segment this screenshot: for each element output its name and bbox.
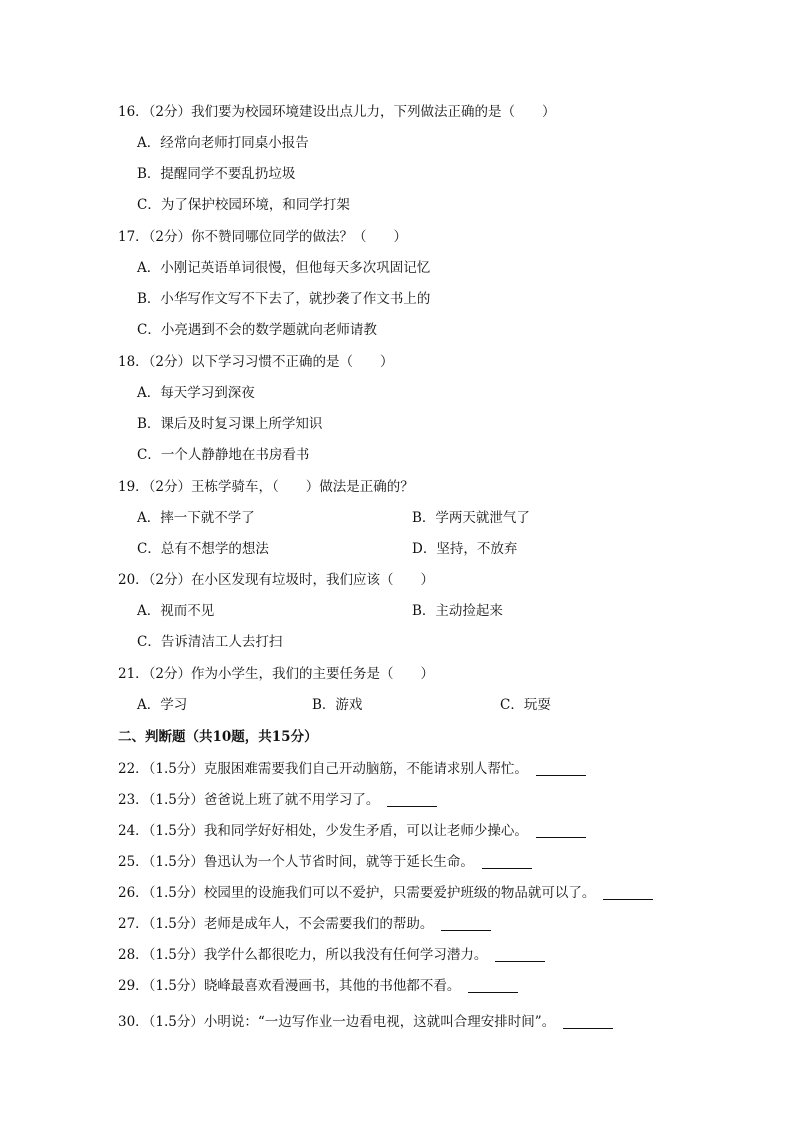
tf-question-26: 26．（1.5分）校园里的设施我们可以不爱护，只需要爱护班级的物品就可以了。 (118, 883, 653, 903)
q19-option-b: B．学两天就泄气了 (412, 510, 530, 526)
q21-option-b: B．游戏 (312, 697, 363, 713)
q20-option-c: C．告诉清洁工人去打扫 (137, 634, 283, 650)
answer-blank[interactable] (563, 1014, 613, 1029)
answer-blank[interactable] (441, 916, 491, 931)
answer-blank[interactable] (468, 978, 518, 993)
question-20: 20．（2分）在小区发现有垃圾时，我们应该（ ） (118, 572, 435, 588)
answer-blank[interactable] (495, 947, 545, 962)
answer-blank[interactable] (536, 823, 586, 838)
question-17: 17．（2分）你不赞同哪位同学的做法？（ ） (118, 229, 408, 245)
section-title-true-false: 二、判断题（共10题，共15分） (118, 729, 318, 745)
tf-question-25: 25．（1.5分）鲁迅认为一个人节省时间，就等于延长生命。 (118, 852, 532, 872)
q21-option-c: C．玩耍 (500, 697, 551, 713)
question-18: 18．（2分）以下学习习惯不正确的是（ ） (118, 354, 394, 370)
answer-blank[interactable] (482, 854, 532, 869)
q18-option-c: C．一个人静静地在书房看书 (137, 447, 310, 463)
tf-question-29: 29．（1.5分）晓峰最喜欢看漫画书，其他的书他都不看。 (118, 976, 518, 996)
q20-option-b: B．主动捡起来 (412, 603, 503, 619)
tf-question-23: 23．（1.5分）爸爸说上班了就不用学习了。 (118, 790, 437, 810)
q17-option-a: A．小刚记英语单词很慢，但他每天多次巩固记忆 (137, 260, 431, 276)
q17-option-c: C．小亮遇到不会的数学题就向老师请教 (137, 322, 377, 338)
question-16: 16．（2分）我们要为校园环境建设出点儿力，下列做法正确的是（ ） (118, 104, 556, 120)
q21-option-a: A．学习 (137, 697, 188, 713)
q17-option-b: B．小华写作文写不下去了，就抄袭了作文书上的 (137, 291, 431, 307)
q20-option-a: A．视而不见 (137, 603, 215, 619)
tf-question-22: 22．（1.5分）克服困难需要我们自己开动脑筋，不能请求别人帮忙。 (118, 759, 586, 779)
tf-question-28: 28．（1.5分）我学什么都很吃力，所以我没有任何学习潜力。 (118, 945, 545, 965)
tf-question-24: 24．（1.5分）我和同学好好相处，少发生矛盾，可以让老师少操心。 (118, 821, 586, 841)
answer-blank[interactable] (536, 761, 586, 776)
answer-blank[interactable] (387, 792, 437, 807)
q16-option-a: A．经常向老师打同桌小报告 (137, 135, 309, 151)
q19-option-d: D．坚持，不放弃 (412, 541, 518, 557)
question-21: 21．（2分）作为小学生，我们的主要任务是（ ） (118, 666, 435, 682)
tf-question-27: 27．（1.5分）老师是成年人，不会需要我们的帮助。 (118, 914, 491, 934)
q18-option-a: A．每天学习到深夜 (137, 385, 255, 401)
question-19: 19．（2分）王栋学骑车，（ ）做法是正确的？ (118, 479, 414, 495)
tf-question-30: 30．（1.5分）小明说：“一边写作业一边看电视，这就叫合理安排时间”。 (118, 1012, 613, 1032)
answer-blank[interactable] (603, 885, 653, 900)
q19-option-a: A．摔一下就不学了 (137, 510, 255, 526)
q16-option-c: C．为了保护校园环境，和同学打架 (137, 197, 350, 213)
q16-option-b: B．提醒同学不要乱扔垃圾 (137, 166, 296, 182)
q18-option-b: B．课后及时复习课上所学知识 (137, 416, 323, 432)
q19-option-c: C．总有不想学的想法 (137, 541, 269, 557)
